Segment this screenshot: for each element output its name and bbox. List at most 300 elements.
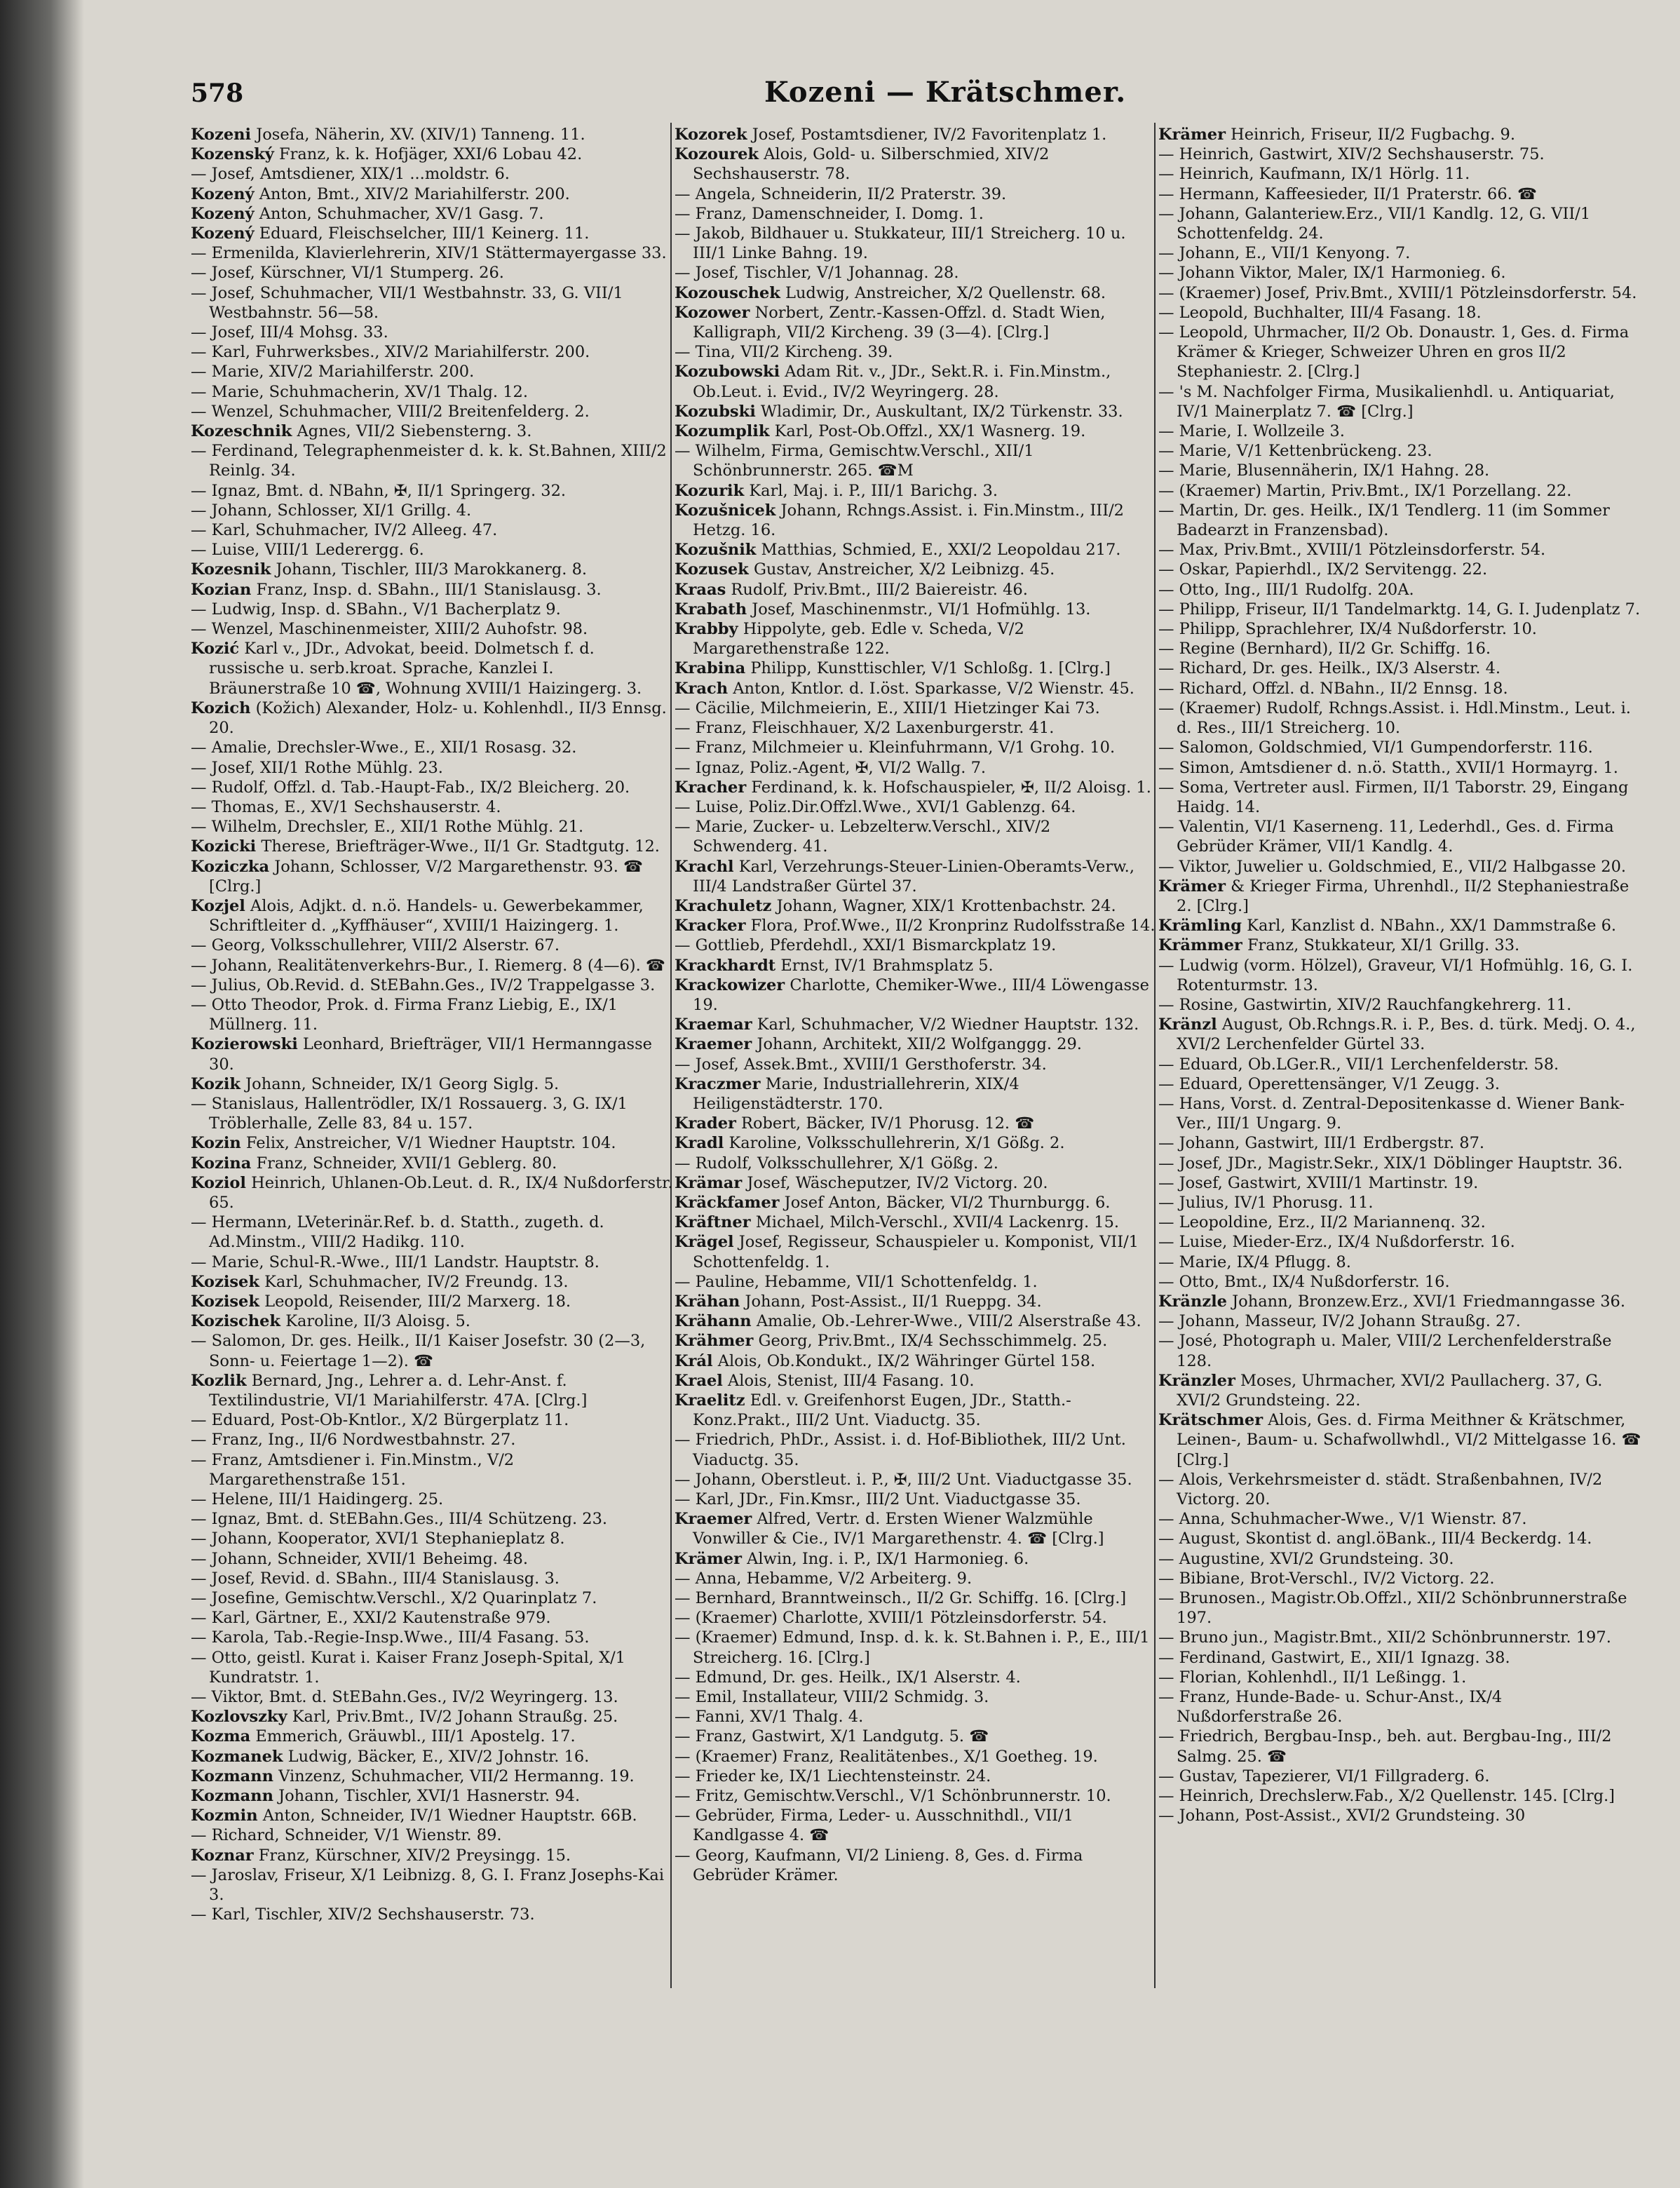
directory-entry xyxy=(1158,125,1642,144)
entry-surname: Krachuletz xyxy=(675,896,772,915)
entry-details: — Georg, Kaufmann, VI/2 Linieng. 8, Ges. d. Firma Gebrüder Krämer. xyxy=(675,1846,1083,1884)
directory-entry xyxy=(191,1806,675,1825)
entry-details: Johann, Post-Assist., II/1 Rueppg. 34. xyxy=(745,1292,1042,1311)
entry-details: — Karola, Tab.-Regie-Insp.Wwe., III/4 Fasang. 53. xyxy=(191,1628,590,1647)
directory-entry xyxy=(1158,738,1642,757)
entry-surname: Kozmin xyxy=(191,1807,258,1825)
directory-entry xyxy=(675,916,1158,936)
entry-details: Karl, Verzehrungs-Steuer-Linien-Oberamts-Verw., III/4 Landstraßer Gürtel 37. xyxy=(693,857,1134,896)
directory-entry xyxy=(1158,144,1642,164)
entry-details: — Thomas, E., XV/1 Sechshauserstr. 4. xyxy=(191,797,501,816)
entry-details: — Johann, Masseur, IV/2 Johann Straußg. 27. xyxy=(1158,1312,1521,1331)
entry-surname: Krähann xyxy=(675,1312,752,1331)
entry-surname: Kraemer xyxy=(675,1510,752,1529)
entry-details: — Tina, VII/2 Kircheng. 39. xyxy=(675,343,893,362)
directory-entry xyxy=(675,956,1158,975)
entry-details: — Stanislaus, Hallentrödler, IX/1 Rossauerg. 3, G. IX/1 Tröblerhalle, Zelle 83, 84 u. 157. xyxy=(191,1094,628,1133)
directory-entry xyxy=(191,1074,675,1094)
directory-entry xyxy=(1158,421,1642,441)
directory-entry xyxy=(675,560,1158,579)
entry-surname: Kraemer xyxy=(675,1035,752,1054)
entry-details: Heinrich, Friseur, II/2 Fugbachg. 9. xyxy=(1231,126,1516,144)
entry-details: Karl, Priv.Bmt., IV/2 Johann Straußg. 25. xyxy=(292,1708,618,1727)
entry-details: — Josef, Amtsdiener, XIX/1 ...moldstr. 6. xyxy=(191,165,510,184)
directory-entry xyxy=(191,1292,675,1311)
entry-surname: Kozmanek xyxy=(191,1747,283,1766)
directory-entry xyxy=(1158,1154,1642,1173)
directory-entry xyxy=(1158,1094,1642,1133)
directory-entry xyxy=(675,342,1158,362)
directory-entry xyxy=(191,797,675,817)
entry-details: Johann, Schneider, IX/1 Georg Siglg. 5. xyxy=(245,1074,560,1093)
directory-entry xyxy=(191,1825,675,1845)
directory-entry xyxy=(191,481,675,501)
entry-details: Ludwig, Anstreicher, X/2 Quellenstr. 68. xyxy=(785,283,1106,302)
directory-entry xyxy=(191,184,675,204)
entry-surname: Kraemar xyxy=(675,1015,752,1034)
entry-surname: Kränzl xyxy=(1158,1015,1217,1034)
entry-details: — Philipp, Friseur, II/1 Tandelmarktg. 14, G. I. Judenplatz 7. xyxy=(1158,600,1641,619)
entry-details: Karl, Post-Ob.Offzl., XX/1 Wasnerg. 19. xyxy=(774,422,1086,441)
directory-entry xyxy=(191,995,675,1034)
directory-entry xyxy=(675,501,1158,540)
directory-entry xyxy=(191,896,675,936)
directory-entry xyxy=(191,1846,675,1865)
entry-details: — 's M. Nachfolger Firma, Musikalienhdl. u. Antiquariat, IV/1 Mainerplatz 7. ☎ [Clrg.] xyxy=(1158,382,1615,421)
directory-entry xyxy=(1158,1549,1642,1569)
directory-entry xyxy=(191,125,675,144)
entry-details: — Wilhelm, Firma, Gemischtw.Verschl., XII/1 Schönbrunnerstr. 265. ☎M xyxy=(675,442,1034,480)
entry-details: — Soma, Vertreter ausl. Firmen, II/1 Taborstr. 29, Eingang Haidg. 14. xyxy=(1158,778,1629,816)
directory-entry xyxy=(675,679,1158,698)
directory-entry xyxy=(191,1371,675,1410)
entry-details: — Franz, Amtsdiener i. Fin.Minstm., V/2 Margarethenstraße 151. xyxy=(191,1450,515,1489)
entry-details: Josef, Maschinenmstr., VI/1 Hofmühlg. 13. xyxy=(752,600,1091,619)
entry-details: — Fritz, Gemischtw.Verschl., V/1 Schönbrunnerstr. 10. xyxy=(675,1787,1111,1806)
entry-details: — Luise, VIII/1 Lederergg. 6. xyxy=(191,541,424,560)
entry-surname: Kränzler xyxy=(1158,1371,1235,1390)
entry-details: Norbert, Zentr.-Kassen-Offzl. d. Stadt Wien, Kalligraph, VII/2 Kircheng. 39 (3—4). [Clrg.] xyxy=(693,303,1106,342)
directory-entry xyxy=(191,1509,675,1529)
entry-details: — Josef, Revid. d. SBahn., III/4 Stanislausg. 3. xyxy=(191,1569,560,1588)
entry-details: — Johann, Schlosser, XI/1 Grillg. 4. xyxy=(191,501,472,520)
directory-entry xyxy=(1158,758,1642,778)
entry-details: Josef Anton, Bäcker, VI/2 Thurnburgg. 6. xyxy=(784,1193,1111,1212)
directory-entry xyxy=(675,362,1158,401)
entry-surname: Kozlik xyxy=(191,1371,247,1390)
entry-details: Johann, Tischler, III/3 Marokkanerg. 8. xyxy=(276,560,588,579)
entry-details: — Karl, Schuhmacher, IV/2 Alleeg. 47. xyxy=(191,521,498,540)
entry-details: Matthias, Schmied, E., XXI/2 Leopoldau 217. xyxy=(761,541,1121,560)
entry-details: Ernst, IV/1 Brahmsplatz 5. xyxy=(780,956,994,975)
directory-entry xyxy=(191,1154,675,1173)
directory-entry xyxy=(1158,1687,1642,1727)
directory-entry xyxy=(675,1331,1158,1351)
directory-entry xyxy=(1158,1806,1642,1825)
directory-entry xyxy=(675,1034,1158,1054)
directory-entry xyxy=(675,1213,1158,1232)
entry-surname: Kozić xyxy=(191,640,240,659)
entry-surname: Kozischek xyxy=(191,1312,281,1331)
entry-details: — Alois, Verkehrsmeister d. städt. Straßenbahnen, IV/2 Victorg. 20. xyxy=(1158,1470,1603,1509)
entry-details: — Anna, Hebamme, V/2 Arbeiterg. 9. xyxy=(675,1569,973,1588)
entry-surname: Krämer xyxy=(1158,877,1226,896)
entry-details: — Johann, Post-Assist., XVI/2 Grundsteing. 30 xyxy=(1158,1807,1526,1825)
entry-details: Agnes, VII/2 Siebensterng. 3. xyxy=(297,422,532,441)
entry-details: Charlotte, Chemiker-Wwe., III/4 Löwengasse 19. xyxy=(693,975,1149,1014)
entry-details: Alois, Stenist, III/4 Fasang. 10. xyxy=(728,1371,975,1390)
entry-details: — Leopoldine, Erz., II/2 Mariannenq. 32. xyxy=(1158,1213,1486,1232)
entry-surname: Kracker xyxy=(675,917,746,936)
directory-entry xyxy=(675,402,1158,421)
entry-details: — Martin, Dr. ges. Heilk., IX/1 Tendlerg. 11 (im Sommer Badearzt in Franzensbad). xyxy=(1158,501,1610,540)
directory-entry xyxy=(1158,600,1642,619)
entry-details: Emmerich, Gräuwbl., III/1 Apostelg. 17. xyxy=(255,1727,576,1746)
entry-details: — Josef, III/4 Mohsg. 33. xyxy=(191,323,388,342)
entry-details: — Ferdinand, Telegraphenmeister d. k. k. St.Bahnen, XIII/2 Reinlg. 34. xyxy=(191,442,667,480)
entry-surname: Kozmann xyxy=(191,1787,273,1806)
directory-entry xyxy=(191,441,675,480)
entry-surname: Kozian xyxy=(191,580,252,599)
entry-details: Michael, Milch-Verschl., XVII/4 Lackenrg. 15. xyxy=(755,1213,1120,1232)
directory-entry xyxy=(675,1470,1158,1490)
directory-entry xyxy=(675,1232,1158,1271)
entry-details: Gustav, Anstreicher, X/2 Leibnizg. 45. xyxy=(753,560,1055,579)
entry-details: — Augustine, XVI/2 Grundsteing. 30. xyxy=(1158,1549,1454,1568)
directory-entry xyxy=(1158,1074,1642,1094)
directory-entry xyxy=(675,1509,1158,1548)
directory-entry xyxy=(675,600,1158,619)
directory-entry xyxy=(1158,1133,1642,1153)
entry-details: — Emil, Installateur, VIII/2 Schmidg. 3. xyxy=(675,1688,989,1707)
entry-details: — Otto, Ing., III/1 Rudolfg. 20A. xyxy=(1158,580,1414,599)
directory-entry xyxy=(191,639,675,698)
directory-entry xyxy=(675,1193,1158,1213)
directory-entry xyxy=(1158,1173,1642,1193)
running-head: Kozeni — Krätschmer. xyxy=(764,76,1127,109)
entry-surname: Koziol xyxy=(191,1173,246,1192)
directory-entry xyxy=(1158,461,1642,480)
entry-details: — Helene, III/1 Haidingerg. 25. xyxy=(191,1490,444,1509)
directory-entry xyxy=(675,204,1158,224)
directory-entry xyxy=(675,1114,1158,1133)
entry-surname: Kozusek xyxy=(675,560,749,579)
entry-surname: Krackowizer xyxy=(675,975,785,994)
entry-details: — Johann Viktor, Maler, IX/1 Harmonieg. 6. xyxy=(1158,264,1506,283)
directory-entry xyxy=(675,1292,1158,1311)
directory-entry xyxy=(1158,1648,1642,1668)
entry-details: — Viktor, Bmt. d. StEBahn.Ges., IV/2 Weyringerg. 13. xyxy=(191,1688,618,1707)
entry-details: — Rosine, Gastwirtin, XIV/2 Rauchfangkehrerg. 11. xyxy=(1158,995,1572,1014)
entry-surname: Kozin xyxy=(191,1134,241,1153)
entry-details: — (Kraemer) Edmund, Insp. d. k. k. St.Bahnen i. P., E., III/1 Streicherg. 16. [Clrg.] xyxy=(675,1628,1150,1667)
directory-entry xyxy=(1158,1311,1642,1331)
entry-details: — Bernhard, Branntweinsch., II/2 Gr. Schiffg. 16. [Clrg.] xyxy=(675,1589,1127,1608)
entry-details: Alois, Ges. d. Firma Meithner & Krätschmer, Leinen-, Baum- u. Schafwollwhdl., VI/2 Mittelgasse 16. ☎ [Clrg.] xyxy=(1177,1411,1641,1469)
directory-entry xyxy=(1158,1529,1642,1548)
directory-entry xyxy=(675,1133,1158,1153)
directory-entry xyxy=(191,1490,675,1509)
directory-entry xyxy=(1158,1272,1642,1292)
directory-entry xyxy=(191,1569,675,1588)
entry-surname: Krähan xyxy=(675,1292,740,1311)
entry-details: — Luise, Poliz.Dir.Offzl.Wwe., XVI/1 Gablenzg. 64. xyxy=(675,797,1076,816)
entry-details: — Josefine, Gemischtw.Verschl., X/2 Quarinplatz 7. xyxy=(191,1589,597,1608)
directory-entry xyxy=(191,1865,675,1905)
entry-details: Johann, Architekt, XII/2 Wolfganggg. 29. xyxy=(757,1035,1082,1054)
entry-details: — Josef, Assek.Bmt., XVIII/1 Gersthoferstr. 34. xyxy=(675,1055,1047,1074)
entry-details: Heinrich, Uhlanen-Ob.Leut. d. R., IX/4 Nußdorferstr. 65. xyxy=(209,1173,673,1212)
entry-details: — Salomon, Dr. ges. Heilk., II/1 Kaiser Josefstr. 30 (2—3, Sonn- u. Feiertage 1—2). ☎ xyxy=(191,1332,646,1370)
directory-entry xyxy=(1158,956,1642,995)
entry-details: — Wenzel, Maschinenmeister, XIII/2 Auhofstr. 98. xyxy=(191,620,588,639)
entry-surname: Kozierowski xyxy=(191,1035,298,1054)
entry-details: — Otto Theodor, Prok. d. Firma Franz Liebig, E., IX/1 Müllnerg. 11. xyxy=(191,995,618,1034)
entry-details: — Georg, Volksschullehrer, VIII/2 Alserstr. 67. xyxy=(191,936,560,955)
entry-details: — Johann, Kooperator, XVI/1 Stephanieplatz 8. xyxy=(191,1529,565,1548)
directory-entry xyxy=(191,164,675,184)
entry-surname: Král xyxy=(675,1351,713,1370)
entry-details: — Julius, IV/1 Phorusg. 11. xyxy=(1158,1193,1374,1212)
entry-details: — Bruno jun., Magistr.Bmt., XII/2 Schönbrunnerstr. 197. xyxy=(1158,1628,1611,1647)
directory-entry xyxy=(191,1608,675,1628)
directory-entry xyxy=(675,441,1158,480)
entry-surname: Krämer xyxy=(1158,126,1226,144)
entry-details: Georg, Priv.Bmt., IX/4 Sechsschimmelg. 25. xyxy=(758,1332,1108,1351)
entry-details: — Marie, Schuhmacherin, XV/1 Thalg. 12. xyxy=(191,382,528,401)
entry-surname: Kraas xyxy=(675,580,726,599)
directory-entry xyxy=(191,1529,675,1548)
directory-entry xyxy=(1158,659,1642,678)
directory-entry xyxy=(675,817,1158,856)
entry-details: — Franz, Ing., II/6 Nordwestbahnstr. 27. xyxy=(191,1431,516,1450)
entry-details: Karoline, II/3 Aloisg. 5. xyxy=(285,1312,470,1331)
entry-details: — Richard, Dr. ges. Heilk., IX/3 Alserstr. 4. xyxy=(1158,659,1501,678)
entry-surname: Kracher xyxy=(675,778,747,797)
entry-details: — Max, Priv.Bmt., XVIII/1 Pötzleinsdorferstr. 54. xyxy=(1158,541,1546,560)
entry-details: — Johann, Schneider, XVII/1 Beheimg. 48. xyxy=(191,1549,528,1568)
entry-details: — Ferdinand, Gastwirt, E., XII/1 Ignazg. 38. xyxy=(1158,1648,1510,1667)
directory-entry xyxy=(675,1074,1158,1114)
entry-details: — Johann, Gastwirt, III/1 Erdbergstr. 87. xyxy=(1158,1134,1485,1153)
directory-entry xyxy=(1158,1371,1642,1410)
entry-details: — Philipp, Sprachlehrer, IX/4 Nußdorferstr. 10. xyxy=(1158,620,1537,639)
directory-entry xyxy=(1158,1588,1642,1628)
entry-surname: Kozesnik xyxy=(191,560,271,579)
directory-entry xyxy=(191,1331,675,1370)
entry-details: — Gottlieb, Pferdehdl., XXI/1 Bismarckplatz 19. xyxy=(675,936,1057,955)
entry-surname: Kozisek xyxy=(191,1292,259,1311)
entry-details: — Gustav, Tapezierer, VI/1 Fillgraderg. 6. xyxy=(1158,1767,1490,1785)
entry-surname: Krabath xyxy=(675,600,747,619)
entry-surname: Kozubski xyxy=(675,402,756,421)
entry-details: Philipp, Kunsttischler, V/1 Schloßg. 1. [Clrg.] xyxy=(750,659,1111,678)
directory-entry xyxy=(675,125,1158,144)
directory-entry xyxy=(675,1154,1158,1173)
entry-details: — Jaroslav, Friseur, X/1 Leibnizg. 8, G. I. Franz Josephs-Kai 3. xyxy=(191,1865,665,1905)
entry-surname: Kozorek xyxy=(675,126,747,144)
directory-entry xyxy=(675,1351,1158,1371)
entry-details: — Josef, XII/1 Rothe Mühlg. 23. xyxy=(191,758,443,777)
entry-details: — Friedrich, PhDr., Assist. i. d. Hof-Bibliothek, III/2 Unt. Viaductg. 35. xyxy=(675,1431,1126,1469)
entry-surname: Krätschmer xyxy=(1158,1411,1264,1430)
directory-entry xyxy=(675,481,1158,501)
entry-details: — Eduard, Operettensänger, V/1 Zeugg. 3. xyxy=(1158,1074,1501,1093)
directory-entry xyxy=(1158,1767,1642,1786)
directory-entry xyxy=(675,1311,1158,1331)
entry-details: Johann, Rchngs.Assist. i. Fin.Minstm., III/2 Hetzg. 16. xyxy=(693,501,1124,540)
directory-entry xyxy=(1158,184,1642,204)
entry-details: Franz, k. k. Hofjäger, XXI/6 Lobau 42. xyxy=(279,145,583,164)
directory-entry xyxy=(675,1391,1158,1430)
entry-details: — Regine (Bernhard), II/2 Gr. Schiffg. 16. xyxy=(1158,640,1491,659)
entry-details: — Karl, Gärtner, E., XXI/2 Kautenstraße 979. xyxy=(191,1609,551,1628)
entry-surname: Kozenský xyxy=(191,145,274,164)
entry-details: — Otto, geistl. Kurat i. Kaiser Franz Joseph-Spital, X/1 Kundratstr. 1. xyxy=(191,1648,625,1687)
entry-details: — Josef, Kürschner, VI/1 Stumperg. 26. xyxy=(191,264,504,283)
entry-details: — (Kraemer) Rudolf, Rchngs.Assist. i. Hdl.Minstm., Leut. i. d. Res., III/1 Streicherg. 10. xyxy=(1158,698,1631,738)
directory-entry xyxy=(675,1055,1158,1074)
entry-details: — Cäcilie, Milchmeierin, E., XIII/1 Hietzinger Kai 73. xyxy=(675,698,1100,717)
directory-entry xyxy=(191,817,675,837)
entry-details: — Gebrüder, Firma, Leder- u. Ausschnithdl., VII/1 Kandlgasse 4. ☎ xyxy=(675,1807,1073,1845)
directory-entry xyxy=(675,778,1158,797)
directory-entry xyxy=(191,283,675,323)
directory-entry xyxy=(675,224,1158,263)
entry-details: Johann, Wagner, XIX/1 Krottenbachstr. 24. xyxy=(776,896,1116,915)
directory-entry xyxy=(191,1767,675,1786)
directory-entry xyxy=(675,1846,1158,1885)
entry-details: — Wenzel, Schuhmacher, VIII/2 Breitenfelderg. 2. xyxy=(191,402,590,421)
entry-details: — Richard, Offzl. d. NBahn., II/2 Ennsg. 18. xyxy=(1158,679,1508,698)
entry-surname: Kozma xyxy=(191,1727,251,1746)
directory-entry xyxy=(675,1608,1158,1628)
directory-entry xyxy=(191,1905,675,1924)
entry-details: Anton, Kntlor. d. I.öst. Sparkasse, V/2 Wienstr. 45. xyxy=(733,679,1134,698)
directory-entry xyxy=(675,1490,1158,1509)
directory-entry xyxy=(675,1015,1158,1034)
directory-entry xyxy=(191,1628,675,1647)
entry-details: — Heinrich, Kaufmann, IX/1 Hörlg. 11. xyxy=(1158,165,1470,184)
entry-details: Wladimir, Dr., Auskultant, IX/2 Türkenstr. 33. xyxy=(760,402,1123,421)
directory-entry xyxy=(675,1707,1158,1727)
directory-entry xyxy=(1158,243,1642,263)
entry-details: Marie, Industriallehrerin, XIX/4 Heiligenstädterstr. 170. xyxy=(693,1074,1019,1113)
directory-entry xyxy=(191,936,675,955)
directory-entry xyxy=(1158,1509,1642,1529)
directory-entry xyxy=(191,1034,675,1074)
entry-details: — Hermann, Kaffeesieder, II/1 Praterstr. 66. ☎ xyxy=(1158,184,1537,203)
directory-entry xyxy=(675,896,1158,916)
directory-entry xyxy=(191,975,675,995)
entry-surname: Krämling xyxy=(1158,917,1242,936)
entry-surname: Kozlovszky xyxy=(191,1708,287,1727)
entry-details: Johann, Bronzew.Erz., XVI/1 Friedmanngasse 36. xyxy=(1232,1292,1626,1311)
directory-entry xyxy=(191,243,675,263)
entry-details: — Marie, IX/4 Pflugg. 8. xyxy=(1158,1252,1351,1271)
directory-entry xyxy=(191,738,675,757)
entry-surname: Krabby xyxy=(675,620,738,639)
directory-entry xyxy=(675,797,1158,817)
entry-details: — Frieder ke, IX/1 Liechtensteinstr. 24. xyxy=(675,1767,991,1785)
entry-surname: Kozouschek xyxy=(675,283,780,302)
column-3 xyxy=(1158,125,1642,1825)
entry-surname: Kräckfamer xyxy=(675,1193,780,1212)
directory-entry xyxy=(675,857,1158,896)
entry-details: — Johann, Oberstleut. i. P., ✠, III/2 Unt. Viaductgasse 35. xyxy=(675,1470,1132,1489)
directory-entry xyxy=(191,1786,675,1806)
directory-entry xyxy=(675,263,1158,283)
entry-details: — Anna, Schuhmacher-Wwe., V/1 Wienstr. 87. xyxy=(1158,1510,1527,1529)
directory-entry xyxy=(675,184,1158,204)
entry-details: — Josef, JDr., Magistr.Sekr., XIX/1 Döblinger Hauptstr. 36. xyxy=(1158,1154,1623,1173)
entry-details: — Viktor, Juwelier u. Goldschmied, E., VII/2 Halbgasse 20. xyxy=(1158,857,1627,876)
entry-details: — Simon, Amtsdiener d. n.ö. Statth., XVII/1 Hormayrg. 1. xyxy=(1158,758,1618,777)
entry-details: — Julius, Ob.Revid. d. StEBahn.Ges., IV/2 Trappelgasse 3. xyxy=(191,975,656,994)
entry-surname: Kozušnicek xyxy=(675,501,776,520)
directory-entry xyxy=(1158,877,1642,916)
entry-details: — Johann, E., VII/1 Kenyong. 7. xyxy=(1158,244,1411,263)
directory-entry xyxy=(1158,1055,1642,1074)
entry-details: Adam Rit. v., JDr., Sekt.R. i. Fin.Minstm., Ob.Leut. i. Evid., IV/2 Weyringerg. 28. xyxy=(693,363,1111,401)
directory-entry xyxy=(1158,1727,1642,1766)
entry-details: — Valentin, VI/1 Kaserneng. 11, Lederhdl., Ges. d. Firma Gebrüder Krämer, VII/1 Kandlg. 4. xyxy=(1158,818,1614,856)
entry-details: — Karl, Tischler, XIV/2 Sechshauserstr. 73. xyxy=(191,1905,535,1924)
directory-entry xyxy=(1158,164,1642,184)
directory-entry xyxy=(1158,1628,1642,1647)
entry-details: Leopold, Reisender, III/2 Marxerg. 18. xyxy=(264,1292,571,1311)
directory-entry xyxy=(191,402,675,421)
directory-entry xyxy=(191,1272,675,1292)
entry-details: — Florian, Kohlenhdl., II/1 Leßingg. 1. xyxy=(1158,1668,1467,1687)
directory-entry xyxy=(675,1588,1158,1608)
directory-entry xyxy=(675,144,1158,184)
directory-entry xyxy=(675,1569,1158,1588)
entry-details: — Fanni, XV/1 Thalg. 4. xyxy=(675,1708,864,1727)
entry-details: — (Kraemer) Franz, Realitätenbes., X/1 Goetheg. 19. xyxy=(675,1747,1098,1766)
directory-entry xyxy=(675,283,1158,303)
entry-surname: Kozmann xyxy=(191,1767,273,1785)
entry-surname: Kraelitz xyxy=(675,1391,745,1410)
entry-details: — Ludwig, Insp. d. SBahn., V/1 Bacherplatz 9. xyxy=(191,600,561,619)
entry-details: — Oskar, Papierhdl., IX/2 Servitengg. 22. xyxy=(1158,560,1488,579)
directory-entry xyxy=(675,718,1158,738)
directory-entry xyxy=(1158,303,1642,323)
directory-entry xyxy=(1158,263,1642,283)
entry-surname: Kozicki xyxy=(191,837,257,856)
directory-entry xyxy=(191,421,675,441)
directory-entry xyxy=(675,1806,1158,1845)
entry-surname: Krachl xyxy=(675,857,734,876)
entry-details: Franz, Insp. d. SBahn., III/1 Stanislausg. 3. xyxy=(256,580,602,599)
entry-surname: Krach xyxy=(675,679,729,698)
entry-details: — Edmund, Dr. ges. Heilk., IX/1 Alserstr. 4. xyxy=(675,1668,1021,1687)
directory-entry xyxy=(191,342,675,362)
column-1 xyxy=(191,125,675,1924)
directory-entry xyxy=(191,1133,675,1153)
entry-details: Edl. v. Greifenhorst Eugen, JDr., Statth.-Konz.Prakt., III/2 Unt. Viaductg. 35. xyxy=(693,1391,1071,1430)
entry-details: — Ermenilda, Klavierlehrerin, XIV/1 Stättermayergasse 33. xyxy=(191,244,667,263)
entry-details: Alois, Ob.Kondukt., IX/2 Währinger Gürtel 158. xyxy=(717,1351,1096,1370)
directory-entry xyxy=(191,1588,675,1608)
directory-entry xyxy=(191,857,675,896)
directory-entry xyxy=(1158,1569,1642,1588)
entry-surname: Kozeni xyxy=(191,126,252,144)
entry-details: — Jakob, Bildhauer u. Stukkateur, III/1 Streicherg. 10 u. III/1 Linke Bahng. 19. xyxy=(675,224,1126,263)
directory-entry xyxy=(191,1549,675,1569)
entry-details: — Franz, Milchmeier u. Kleinfuhrmann, V/1 Grohg. 10. xyxy=(675,738,1116,757)
directory-entry xyxy=(191,204,675,224)
